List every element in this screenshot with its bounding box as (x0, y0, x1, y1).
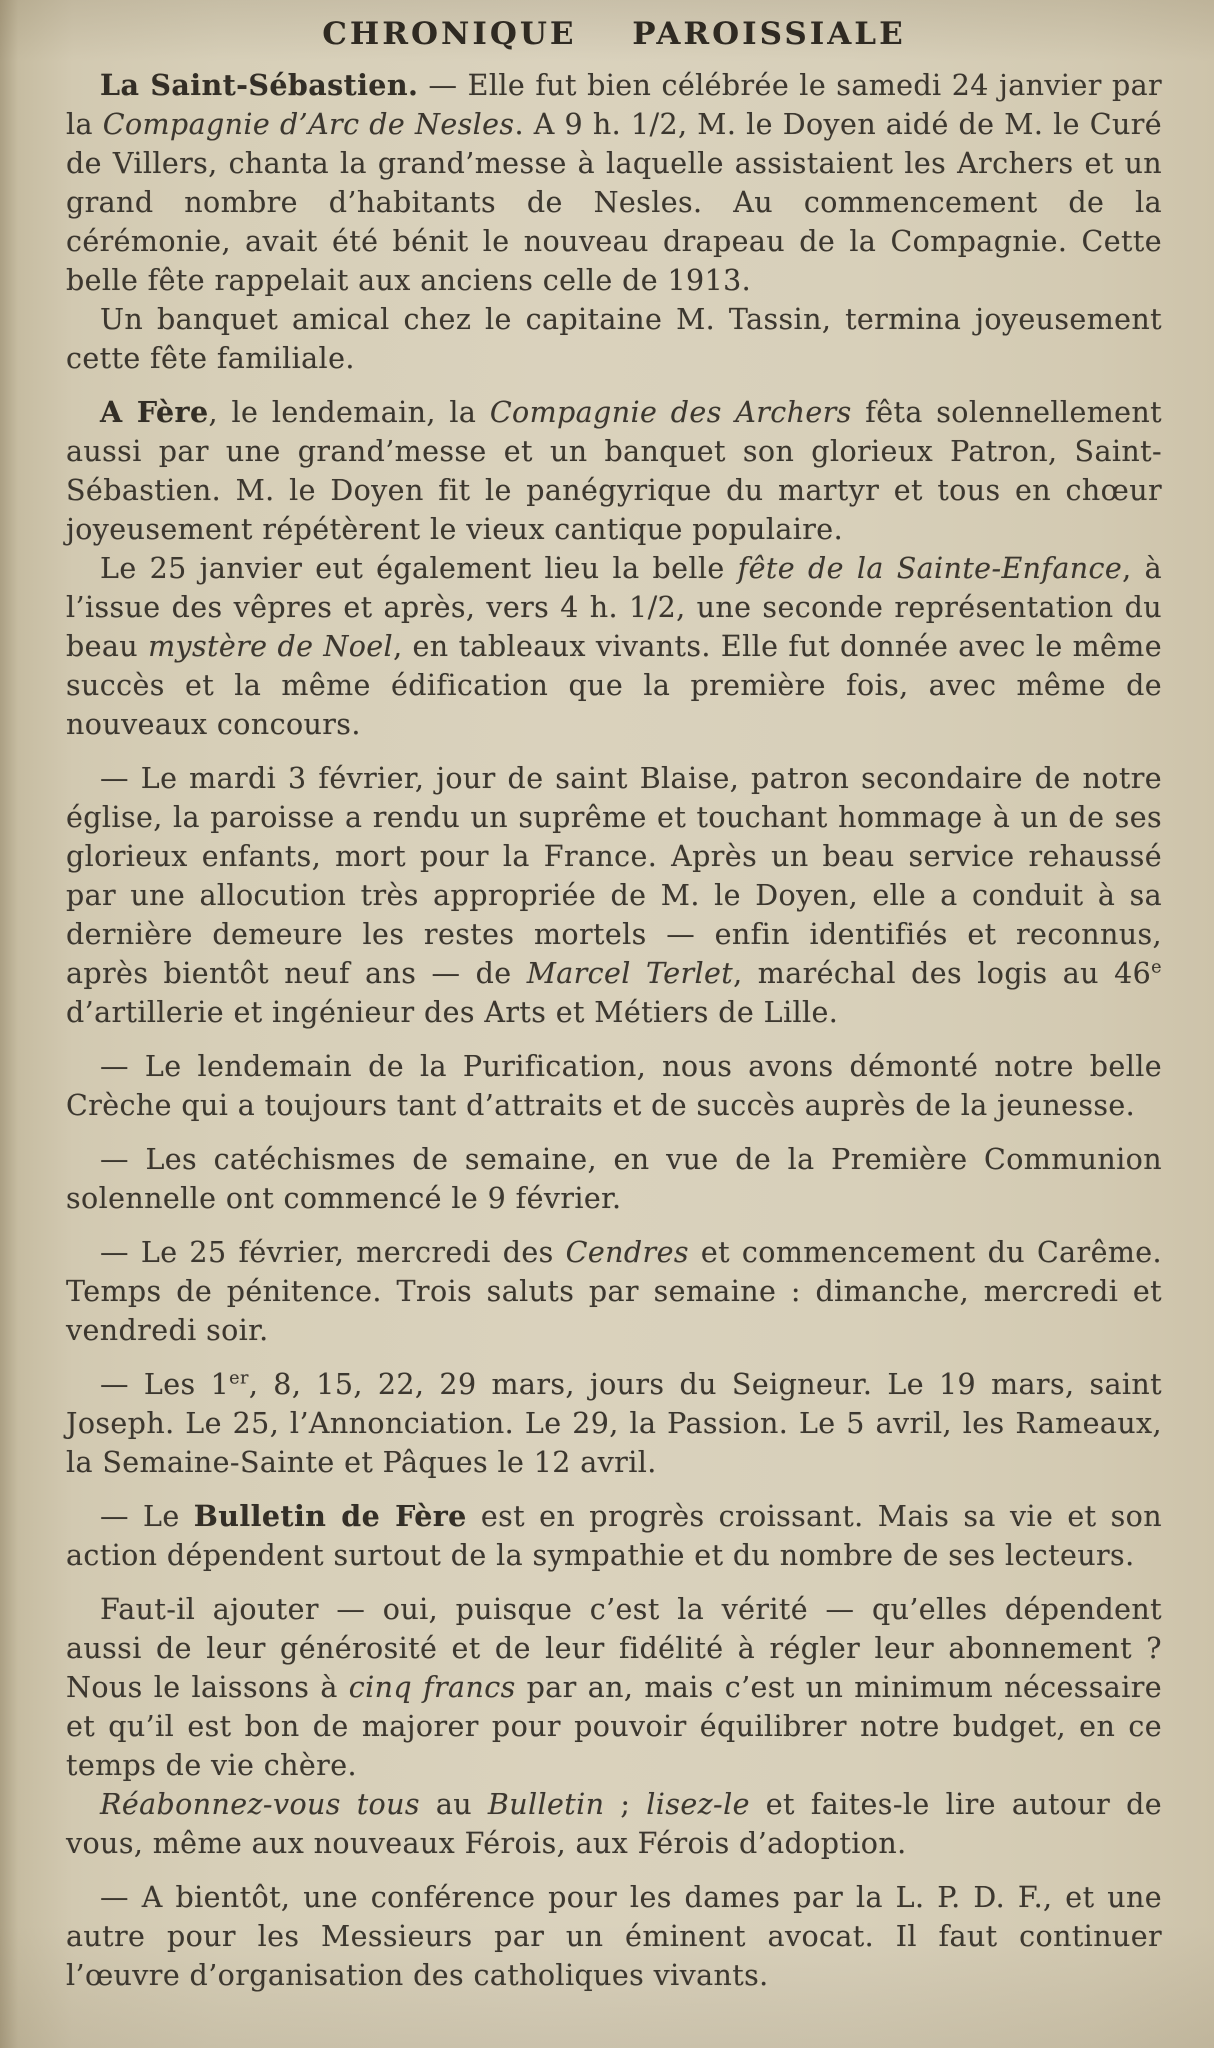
text-segment: — Le mardi 3 février, jour de saint Blaise, patron secondaire de notre église, la paroisse a rendu un suprême et touchant hommage à un de ses glorieux enfants, mort pour la France. Après un beau service rehaussé par une allocution très appropriée de M. le Doyen, elle a conduit à sa dernière demeure les restes mortels — enfin identifiés et reconnus, après bientôt neuf ans — de (66, 762, 1162, 990)
text-segment: — Le 25 février, mercredi des (100, 1236, 566, 1269)
text-segment: Faut-il ajouter — oui, puisque c’est la vérité — qu’elles dépendent aussi de leur générosité et de leur fidélité à régler leur abonnement ? Nous le laissons à (66, 1593, 1162, 1704)
text-segment: fête de la Sainte-Enfance (737, 552, 1123, 585)
text-segment: lisez-le (646, 1788, 750, 1821)
paragraph-jours-du-seigneur (66, 1365, 1162, 1482)
text-segment: mystère de Noel (148, 630, 394, 663)
text-segment: cinq francs (348, 1671, 516, 1704)
text-segment: — A bientôt, une conférence pour les dames par la L. P. D. F., et une autre pour les Messieurs par un éminent avocat. Il faut continuer l’œuvre d’organisation des catholiques vivants. (66, 1881, 1162, 1992)
paragraph-saint-sebastien (66, 66, 1162, 300)
text-segment: La Saint-Sébastien. (100, 68, 419, 102)
text-segment: — Elle fut bien célébrée le samedi 24 janvier par la (66, 69, 1162, 141)
text-segment: Marcel Terlet (526, 957, 734, 990)
text-segment: . A 9 h. 1/2, M. le Doyen aidé de M. le Curé de Villers, chanta la grand’messe à laquelle assistaient les Archers et un grand nombre d’habitants de Nesles. Au commencement de la cérémonie, avait été bénit le nouveau drapeau de la Compagnie. Cette belle fête rappelait aux anciens celle de 1913. (66, 108, 1162, 297)
paragraph-sainte-enfance (66, 549, 1162, 744)
text-segment: d’artillerie et ingénieur des Arts et Métiers de Lille. (66, 996, 839, 1029)
paragraph-abonnement (66, 1590, 1162, 1785)
text-segment: par an, mais c’est un minimum nécessaire et qu’il est bon de majorer pour pouvoir équilibrer notre budget, en ce temps de vie chère. (66, 1671, 1162, 1782)
text-segment: et commencement du Carême. Temps de pénitence. Trois saluts par semaine : dimanche, mercredi et vendredi soir. (66, 1236, 1162, 1347)
text-segment: fêta solennellement aussi par une grand’messe et un banquet son glorieux Patron, Saint-Sébastien. M. le Doyen fit le panégyrique du martyr et tous en chœur joyeusement répétèrent le vieux cantique populaire. (66, 396, 1163, 546)
text-segment: est en progrès croissant. Mais sa vie et son action dépendent surtout de la sympathie et du nombre de ses lecteurs. (66, 1500, 1162, 1572)
text-segment: e (1151, 957, 1162, 978)
paragraph-catechismes (66, 1140, 1162, 1218)
text-segment: er (229, 1368, 249, 1389)
text-segment: ; (604, 1788, 647, 1821)
paragraph-cendres (66, 1233, 1162, 1350)
text-segment: Un banquet amical chez le capitaine M. Tassin, termina joyeusement cette fête familiale. (66, 303, 1162, 375)
text-segment: — Le (100, 1500, 194, 1533)
paragraph-bulletin-de-fere (66, 1497, 1162, 1575)
text-segment: et faites-le lire autour de vous, même aux nouveaux Férois, aux Férois d’adoption. (66, 1788, 1162, 1860)
page-title: CHRONIQUE PAROISSIALE (322, 16, 906, 52)
text-segment: au (419, 1788, 488, 1821)
paragraph-reabonnez-vous (66, 1785, 1162, 1863)
text-segment: — Les 1 (100, 1368, 230, 1401)
text-segment: — Les catéchismes de semaine, en vue de la Première Communion solennelle ont commencé le 9 février. (66, 1143, 1162, 1215)
text-segment: Réabonnez-vous tous (100, 1788, 420, 1821)
text-segment: , le lendemain, la (208, 396, 490, 429)
paragraph-banquet (66, 300, 1162, 378)
paragraph-a-fere (66, 393, 1162, 549)
text-segment: A Fère (100, 395, 209, 429)
text-segment: Cendres (565, 1236, 689, 1269)
text-segment: — Le lendemain de la Purification, nous avons démonté notre belle Crèche qui a toujours tant d’attraits et de succès auprès de la jeunesse. (66, 1050, 1162, 1122)
text-segment: , en tableaux vivants. Elle fut donnée avec le même succès et la même édification que la première fois, avec même de nouveaux concours. (66, 630, 1162, 741)
text-segment: Bulletin (487, 1788, 605, 1821)
text-segment: , maréchal des logis au 46 (733, 957, 1152, 990)
text-segment: , 8, 15, 22, 29 mars, jours du Seigneur. Le 19 mars, saint Joseph. Le 25, l’Annonciation. Le 29, la Passion. Le 5 avril, les Rameaux, la Semaine-Sainte et Pâques le 12 avril. (66, 1368, 1162, 1479)
text-segment: , à l’issue des vêpres et après, vers 4 h. 1/2, une seconde représentation du beau (66, 552, 1163, 663)
text-segment: Compagnie d’Arc de Nesles (102, 108, 515, 141)
text-segment: Bulletin de Fère (193, 1499, 467, 1533)
article-body (66, 66, 1162, 1995)
paragraph-conference (66, 1878, 1162, 1995)
paragraph-purification (66, 1047, 1162, 1125)
text-segment: Compagnie des Archers (489, 396, 852, 429)
text-segment: Le 25 janvier eut également lieu la belle (100, 552, 738, 585)
paragraph-saint-blaise (66, 759, 1162, 1032)
